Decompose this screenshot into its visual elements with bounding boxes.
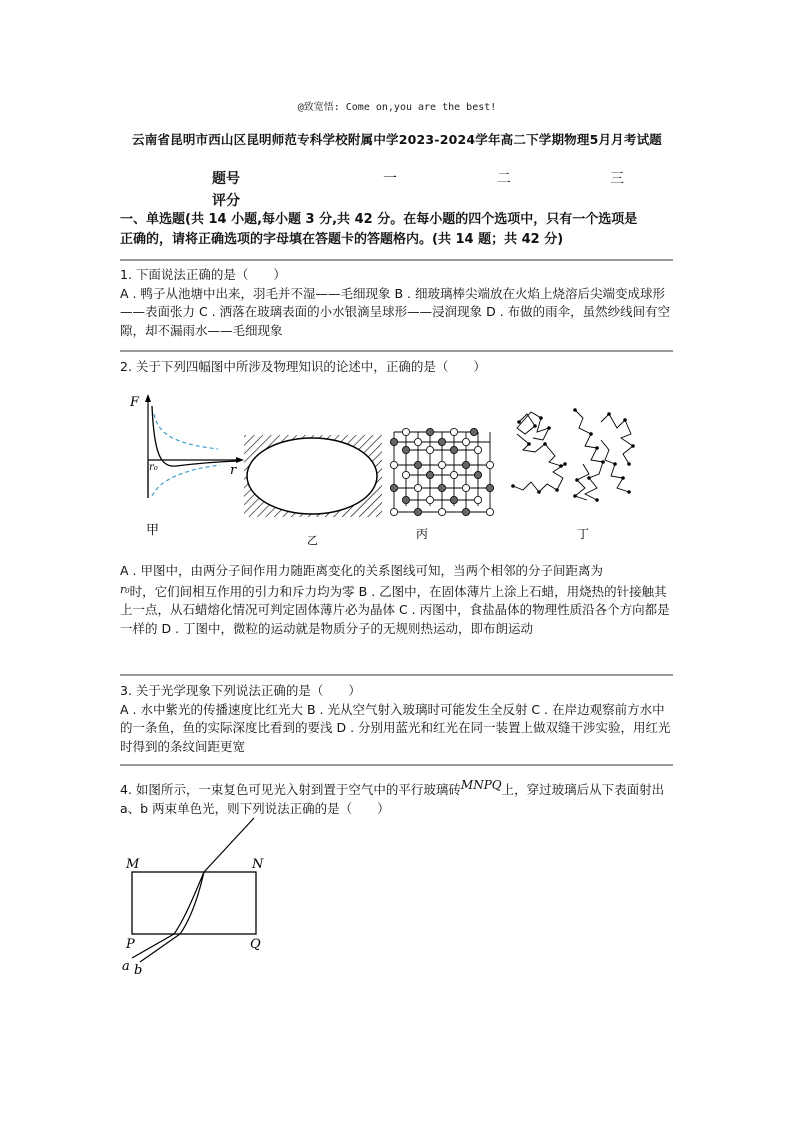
question-3-options: A . 水中紫光的传播速度比红光大 B . 光从空气射入玻璃时可能发生全反射 C . 在岸边观察前方水中的一条鱼，鱼的实际深度比看到的要浅 D . 分别用蓝光和红光在同一装置上做双缝干涉实验，用红光时得到的条纹间距更宽 — [120, 701, 671, 754]
question-2-option-text: 时，它们间相互作用的引力和斥力均为零 B . 乙图中，在固体薄片上涂上石蜡，用烧热的针接触其上一点，从石蜡熔化情况可判定固体薄片必为晶体 C . 丙图中，食盐晶体的物理性质沿各个方向都是一样的 D . 丁图中，微粒的运动就是物质分子的无规则热运动，即布朗运动 — [120, 583, 670, 636]
score-row-label-number: 题号 — [212, 171, 240, 187]
corner-label-p: P — [126, 937, 135, 952]
question-4-stem-b: 上，穿过玻璃后从下表面射出 a、b 两束单色光，则下列说法正确的是（ ） — [120, 782, 665, 816]
ray-label-b: b — [134, 963, 143, 978]
figure-glass-block — [118, 816, 278, 980]
figure-wax-plate — [240, 432, 386, 547]
question-3-stem: 3. 关于光学现象下列说法正确的是（ ） — [120, 683, 361, 698]
mnpq-symbol: MNPQ — [460, 778, 502, 792]
figure-force-distance — [122, 392, 248, 542]
question-2 — [120, 358, 676, 377]
question-2-option-rest — [120, 581, 676, 639]
score-col-3: 三 — [610, 171, 624, 187]
figure-salt-crystal — [386, 420, 494, 545]
question-4 — [120, 776, 676, 818]
question-2-options — [120, 562, 676, 638]
question-2-option-line1: A . 甲图中，由两分子间作用力随距离变化的关系图线可知，当两个相邻的分子间距离为 — [120, 563, 603, 578]
header-motto: @致宽悟: Come on,you are the best! — [297, 102, 497, 113]
axis-r-label: r — [230, 463, 237, 478]
question-1-options: A . 鸭子从池塘中出来，羽毛并不湿——毛细现象 B . 细玻璃棒尖端放在火焰上烧溶后尖端变成球形——表面张力 C . 洒落在玻璃表面的小水银滴呈球形——浸润现象 D . 布做的雨伞，虽然纱线间有空隙，却不漏雨水——毛细现象 — [120, 285, 671, 338]
score-row-label-score: 评分 — [212, 193, 240, 209]
figure-brownian-motion — [505, 404, 645, 542]
corner-label-n: N — [252, 857, 264, 872]
question-4-stem-a: 4. 如图所示，一束复色可见光入射到置于空气中的平行玻璃砖 — [120, 782, 461, 797]
divider — [120, 350, 673, 352]
section-heading-line1: 一、单选题(共 14 小题,每小题 3 分,共 42 分。在每小题的四个选项中，只有一个选项是 — [120, 212, 638, 227]
section-heading-line2: 正确的，请将正确选项的字母填在答题卡的答题格内。(共 14 题；共 42 分) — [120, 232, 564, 247]
figure-label-yi: 乙 — [307, 534, 318, 547]
corner-label-m: M — [126, 857, 140, 872]
divider — [120, 764, 673, 766]
corner-label-q: Q — [250, 937, 261, 952]
r0-label: r₀ — [149, 462, 158, 473]
figure-label-bing: 丙 — [416, 527, 429, 541]
question-4-stem — [120, 776, 676, 818]
figure-label-jia: 甲 — [146, 523, 160, 538]
question-2-stem: 2. 关于下列四幅图中所涉及物理知识的论述中，正确的是（ ） — [120, 359, 486, 374]
score-col-1: 一 — [383, 171, 397, 187]
axis-f-label: F — [130, 395, 140, 410]
exam-title: 云南省昆明市西山区昆明师范专科学校附属中学2023-2024学年高二下学期物理5月月考试题 — [132, 132, 662, 147]
divider — [120, 674, 673, 676]
question-1-stem: 1. 下面说法正确的是（ ） — [120, 267, 286, 282]
section-heading — [120, 210, 680, 250]
question-3 — [120, 682, 676, 756]
ray-label-a: a — [122, 959, 130, 974]
score-col-2: 二 — [497, 171, 511, 187]
question-1 — [120, 266, 676, 340]
r0-symbol: r₀ — [120, 582, 130, 596]
divider — [120, 259, 673, 261]
figure-label-ding: 丁 — [577, 527, 590, 541]
